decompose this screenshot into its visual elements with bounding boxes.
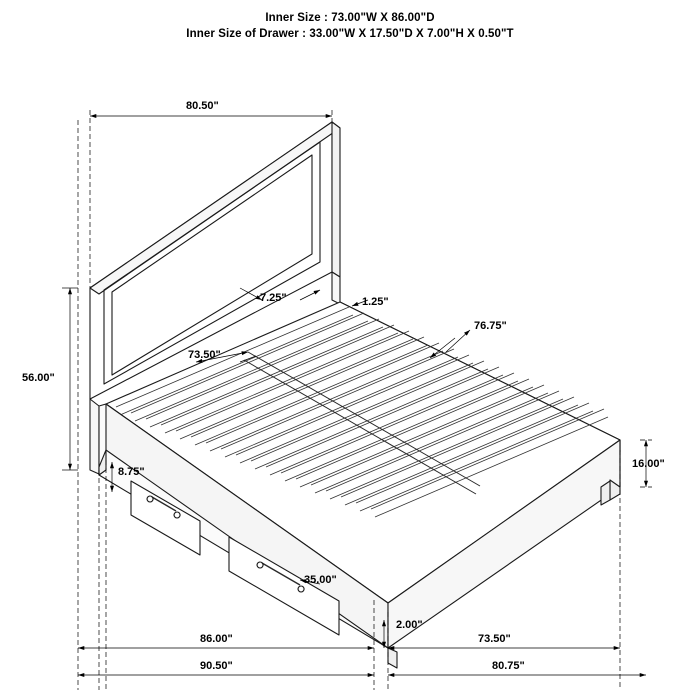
dim-deck-width: 73.50": [478, 633, 511, 645]
dim-footboard-height: 16.00": [632, 458, 665, 470]
dim-overall-height: 56.00": [22, 372, 55, 384]
dim-overall-depth: 90.50": [200, 660, 233, 672]
dim-drawer-front-width: 35.00": [304, 574, 337, 586]
dim-rail-thickness: 1.25": [362, 296, 389, 308]
dim-headboard-width: 80.50": [186, 100, 219, 112]
inner-drawer-size-note: Inner Size of Drawer : 33.00"W X 17.50"D X 7.00"H X 0.50"T: [186, 28, 514, 40]
dim-deck-depth: 76.75": [474, 320, 507, 332]
dim-bed-depth: 86.00": [200, 633, 233, 645]
inner-size-note: Inner Size : 73.00"W X 86.00"D: [265, 12, 435, 24]
dim-panel-inset: 7.25": [260, 292, 287, 304]
dim-floor-clearance: 2.00": [396, 619, 423, 631]
dim-side-rail-height: 8.75": [118, 466, 145, 478]
dim-overall-width: 80.75": [492, 660, 525, 672]
dim-slat-span: 73.50": [188, 349, 221, 361]
bed-geometry: [90, 122, 620, 668]
